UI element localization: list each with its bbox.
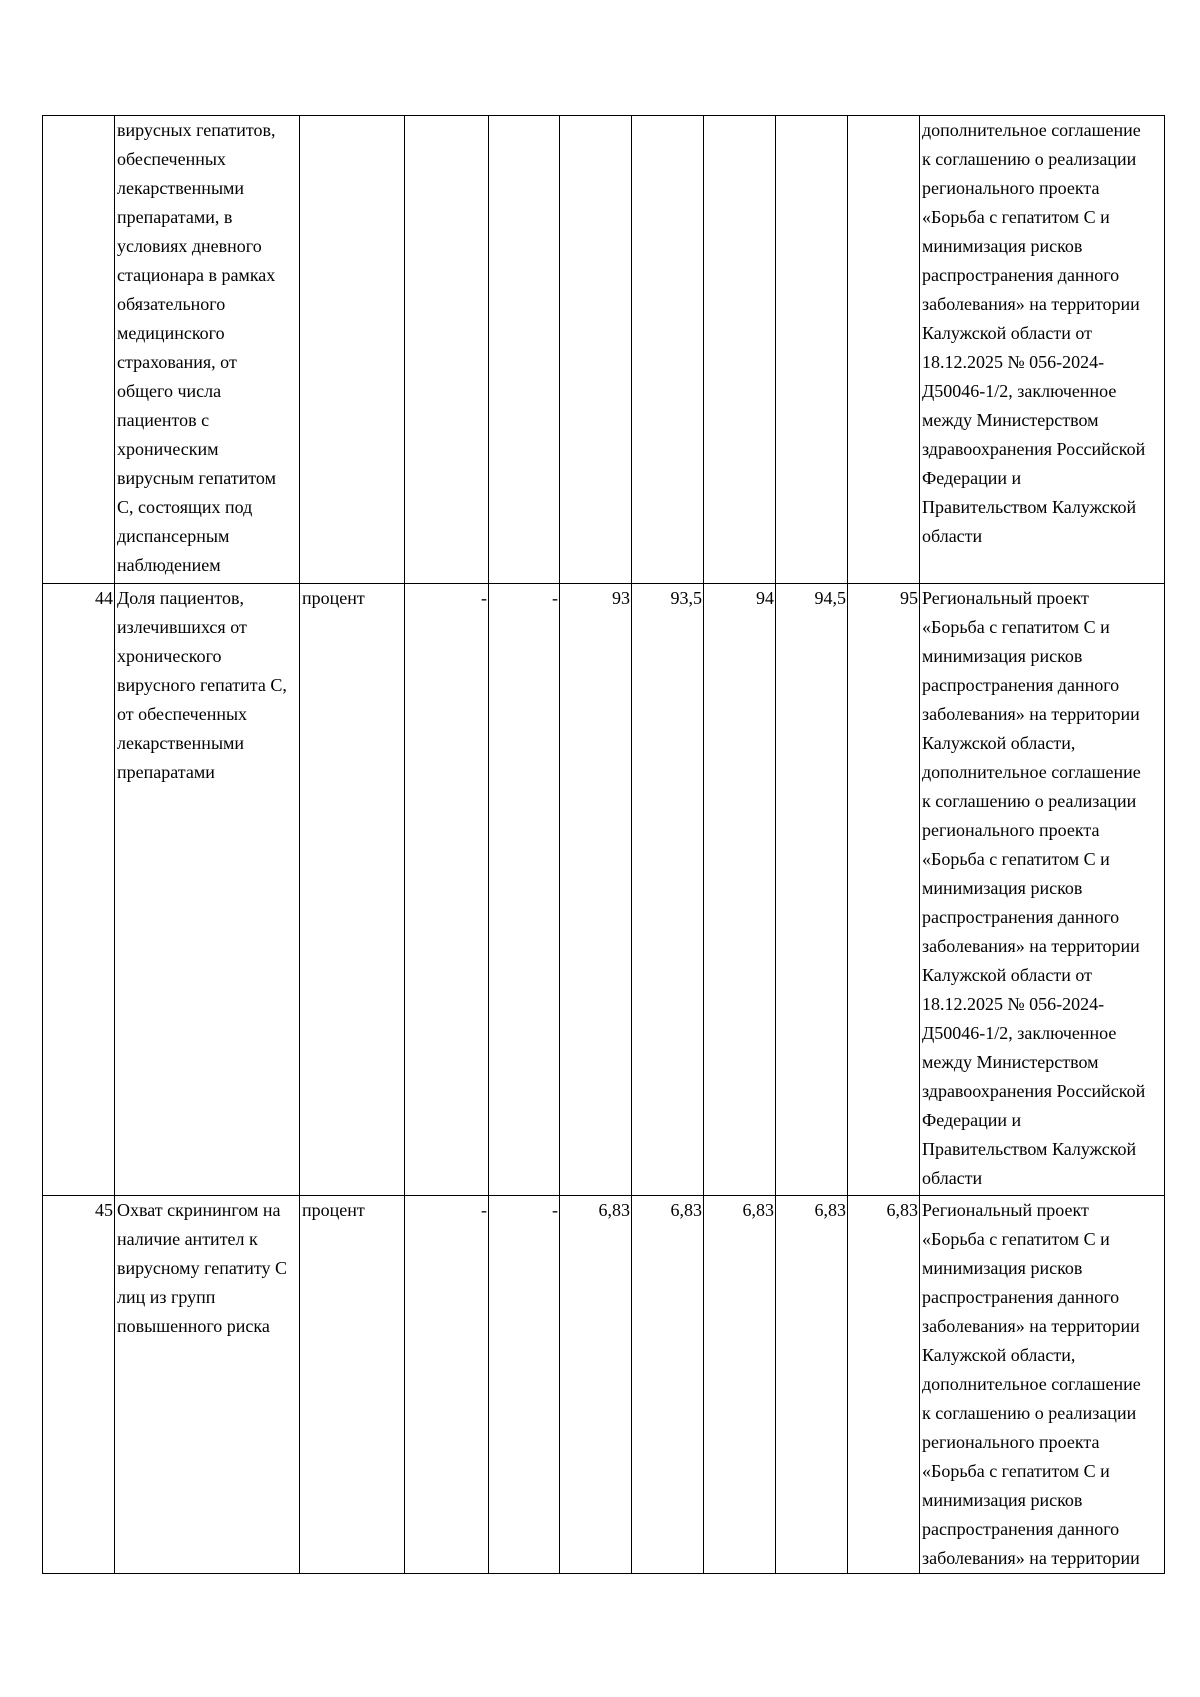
- source-cell: дополнительное соглашение к соглашению о реализации регионального проекта «Борьба с гепатитом С и минимизация рисков распространения данного заболевания» на территории Калужской области от 18.12.2025 № 056-2024- Д50046-1/2, заключенное между Министерством здравоохранения Российской Федерации и Правительством Калужской области: [920, 116, 1165, 584]
- source-cell: Региональный проект «Борьба с гепатитом С и минимизация рисков распространения данного заболевания» на территории Калужской области, дополнительное соглашение к соглашению о реализации регионального проекта «Борьба с гепатитом С и минимизация рисков распространения данного заболевания» на территории Калужской области от 18.12.2025 № 056-2024- Д50046-1/2, заключенное между Министерством здравоохранения Российской Федерации и Правительством Калужской области: [920, 584, 1165, 1196]
- row-number: 44: [43, 584, 115, 1196]
- value-cell-3: [560, 116, 632, 584]
- row-number: [43, 116, 115, 584]
- value-cell-3: 6,83: [560, 1196, 632, 1574]
- value-cell-2: [489, 116, 560, 584]
- value-cell-6: 6,83: [776, 1196, 848, 1574]
- value-cell-7: 95: [848, 584, 920, 1196]
- unit-cell: процент: [300, 584, 405, 1196]
- value-cell-2: -: [489, 584, 560, 1196]
- value-cell-6: [776, 116, 848, 584]
- value-cell-2: -: [489, 1196, 560, 1574]
- table-row: [43, 584, 1165, 1196]
- indicator-name: вирусных гепатитов, обеспеченных лекарственными препаратами, в условиях дневного стационара в рамках обязательного медицинского страхования, от общего числа пациентов с хроническим вирусным гепатитом С, состоящих под диспансерным наблюдением: [115, 116, 300, 584]
- table-row: [43, 1196, 1165, 1574]
- value-cell-1: [405, 116, 489, 584]
- value-cell-5: 94: [704, 584, 776, 1196]
- value-cell-7: 6,83: [848, 1196, 920, 1574]
- indicator-name: Доля пациентов, излечившихся от хронического вирусного гепатита С, от обеспеченных лекарственными препаратами: [115, 584, 300, 1196]
- unit-cell: процент: [300, 1196, 405, 1574]
- row-number: 45: [43, 1196, 115, 1574]
- value-cell-5: [704, 116, 776, 584]
- value-cell-4: 93,5: [632, 584, 704, 1196]
- value-cell-4: 6,83: [632, 1196, 704, 1574]
- source-cell: Региональный проект «Борьба с гепатитом С и минимизация рисков распространения данного заболевания» на территории Калужской области, дополнительное соглашение к соглашению о реализации регионального проекта «Борьба с гепатитом С и минимизация рисков распространения данного заболевания» на территории: [920, 1196, 1165, 1574]
- value-cell-4: [632, 116, 704, 584]
- value-cell-5: 6,83: [704, 1196, 776, 1574]
- indicators-table: [42, 115, 1165, 1574]
- value-cell-1: -: [405, 584, 489, 1196]
- indicator-name: Охват скринингом на наличие антител к вирусному гепатиту С лиц из групп повышенного риска: [115, 1196, 300, 1574]
- value-cell-3: 93: [560, 584, 632, 1196]
- value-cell-1: -: [405, 1196, 489, 1574]
- unit-cell: [300, 116, 405, 584]
- value-cell-7: [848, 116, 920, 584]
- table-row: [43, 116, 1165, 584]
- value-cell-6: 94,5: [776, 584, 848, 1196]
